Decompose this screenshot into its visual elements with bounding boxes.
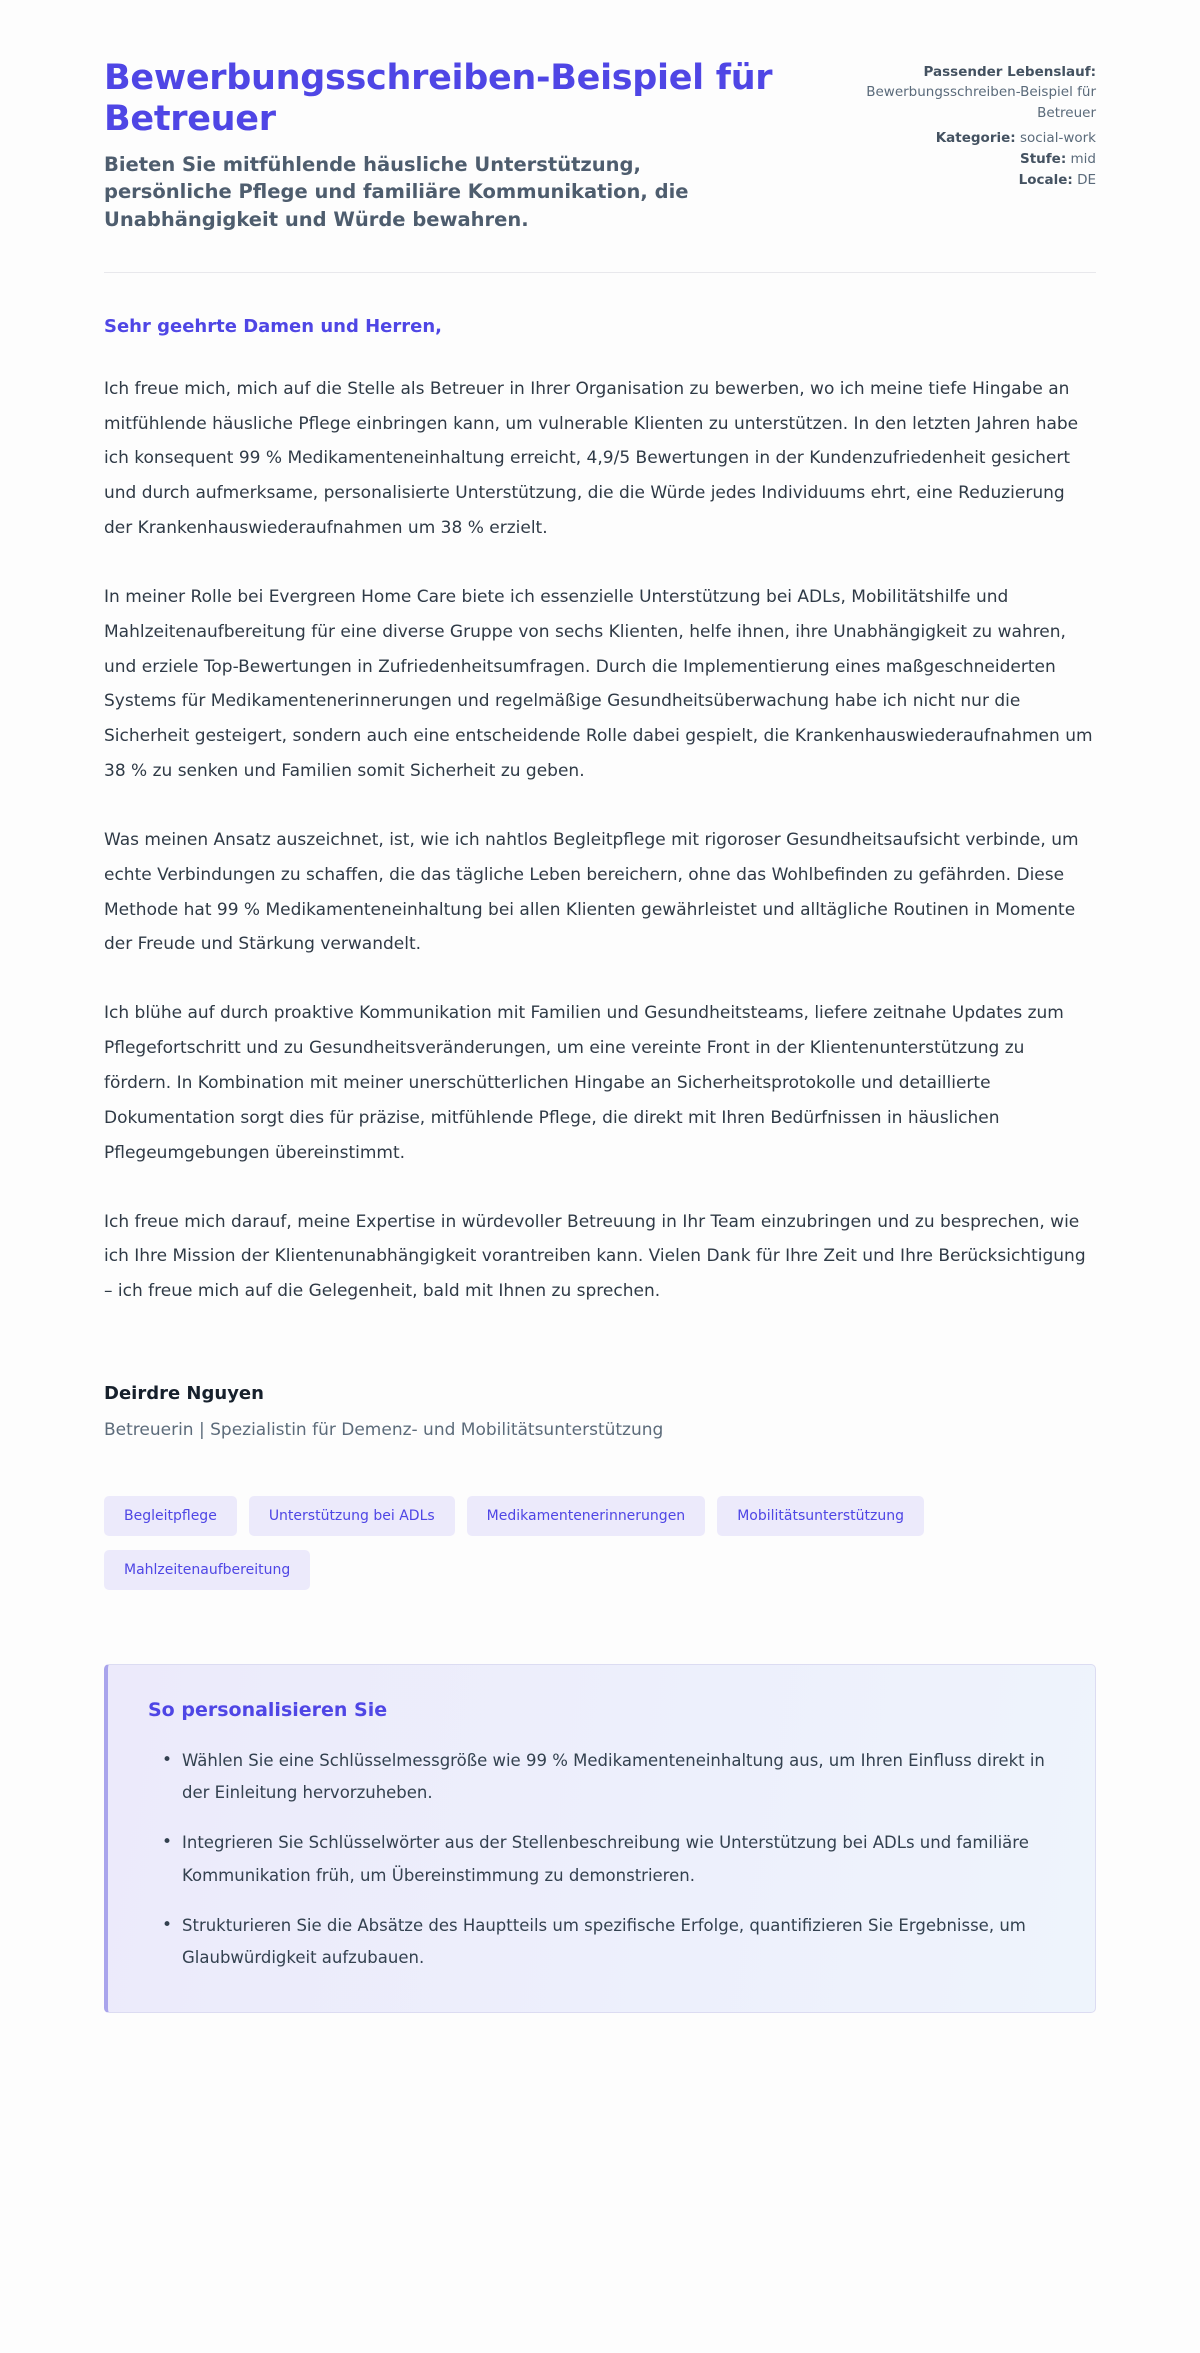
letter-paragraph: In meiner Rolle bei Evergreen Home Care biete ich essenzielle Unterstützung bei ADLs, Mobilitätshilfe und Mahlzeitenaufbereitung für eine diverse Gruppe von sechs Klienten, helfe ihnen, ihre Unabhängigkeit zu wahren, und erziele Top-Bewertungen in Zufriedenheitsumfragen. Durch die Implementierung eines maßgeschneiderten Systems für Medikamentenerinnerungen und regelmäßige Gesundheitsüberwachung habe ich nicht nur die Sicherheit gesteigert, sondern auch eine entscheidende Rolle dabei gespielt, die Krankenhauswiederaufnahmen um 38 % zu senken und Familien somit Sicherheit zu geben. xyxy=(104,586,1093,782)
letter-paragraph: Ich blühe auf durch proaktive Kommunikation mit Familien und Gesundheitsteams, liefere zeitnahe Updates zum Pflegefortschritt und zu Gesundheitsveränderungen, um eine vereinte Front in der Klientenunterstützung zu fördern. In Kombination mit meiner unerschütterlichen Hingabe an Sicherheitsprotokolle und detaillierte Dokumentation sorgt dies für präzise, mitfühlende Pflege, die direkt mit Ihren Bedürfnissen in häuslichen Pflegeumgebungen übereinstimmt. xyxy=(104,1003,1064,1163)
skill-tag[interactable]: Medikamentenerinnerungen xyxy=(467,1496,706,1536)
callout-list-item: • Wählen Sie eine Schlüsselmessgröße wie 99 % Medikamenteneinhaltung aus, um Ihren Einfluss direkt in der Einleitung hervorzuheben. xyxy=(170,1745,1055,1809)
header-metadata xyxy=(856,58,1096,192)
header-left xyxy=(104,58,804,234)
meta-resume-value: Bewerbungsschreiben-Beispiel für Betreuer xyxy=(866,84,1096,121)
personalization-callout xyxy=(104,1664,1096,2013)
letter-salutation: Sehr geehrte Damen und Herren, xyxy=(104,315,443,337)
meta-row-locale xyxy=(856,170,1096,190)
signature-role: Betreuerin | Spezialistin für Demenz- und Mobilitätsunterstützung xyxy=(104,1420,664,1441)
letter-paragraph: Ich freue mich darauf, meine Expertise in würdevoller Betreuung in Ihr Team einzubringen und zu besprechen, wie ich Ihre Mission der Klientenunabhängigkeit vorantreiben kann. Vielen Dank für Ihre Zeit und Ihre Berücksichtigung – ich freue mich auf die Gelegenheit, bald mit Ihnen zu sprechen. xyxy=(104,1211,1086,1302)
meta-resume-label: Passender Lebenslauf: xyxy=(923,64,1096,80)
callout-list-item: • Strukturieren Sie die Absätze des Hauptteils um spezifische Erfolge, quantifizieren Sie Ergebnisse, um Glaubwürdigkeit aufzubauen. xyxy=(170,1910,1055,1974)
skill-tag[interactable]: Mobilitätsunterstützung xyxy=(717,1496,924,1536)
callout-title: So personalisieren Sie xyxy=(148,1699,388,1722)
callout-list-item: • Integrieren Sie Schlüsselwörter aus der Stellenbeschreibung wie Unterstützung bei ADLs und familiäre Kommunikation früh, um Übereinstimmung zu demonstrieren. xyxy=(170,1827,1055,1891)
meta-row-category xyxy=(856,128,1096,148)
skill-tag[interactable]: Unterstützung bei ADLs xyxy=(249,1496,455,1536)
skill-tag[interactable]: Mahlzeitenaufbereitung xyxy=(104,1550,310,1590)
meta-locale-label: Locale: xyxy=(1018,172,1073,189)
document-header xyxy=(104,44,1096,234)
skill-tag[interactable]: Begleitpflege xyxy=(104,1496,237,1536)
signature-block xyxy=(104,1343,1096,1440)
meta-row-level xyxy=(856,149,1096,169)
page-subtitle: Bieten Sie mitfühlende häusliche Unterstützung, persönliche Pflege und familiäre Kommunikation, die Unabhängigkeit und Würde bewahren. xyxy=(104,152,689,231)
meta-category-label: Kategorie: xyxy=(935,129,1016,146)
meta-level-label: Stufe: xyxy=(1020,151,1067,167)
meta-category-value: social-work xyxy=(1019,129,1096,146)
callout-list xyxy=(148,1745,1055,1974)
meta-locale-value: DE xyxy=(1077,172,1096,189)
page-title: Bewerbungsschreiben-Beispiel für Betreuer xyxy=(104,58,773,140)
letter-paragraph: Ich freue mich, mich auf die Stelle als Betreuer in Ihrer Organisation zu bewerben, wo ich meine tiefe Hingabe an mitfühlende häusliche Pflege einbringen kann, um vulnerable Klienten zu unterstützen. In den letzten Jahren habe ich konsequent 99 % Medikamenteneinhaltung erreicht, 4,9/5 Bewertungen in der Kundenzufriedenheit gesichert und durch aufmerksame, personalisierte Unterstützung, die die Würde jedes Individuums ehrt, eine Reduzierung der Krankenhauswiederaufnahmen um 38 % erzielt. xyxy=(104,378,1079,539)
meta-level-value: mid xyxy=(1070,151,1096,167)
letter-body xyxy=(104,273,1096,1309)
meta-row-resume xyxy=(856,62,1096,123)
signature-name: Deirdre Nguyen xyxy=(104,1383,264,1405)
skill-tag-list xyxy=(104,1440,1096,1590)
letter-paragraph: Was meinen Ansatz auszeichnet, ist, wie ich nahtlos Begleitpflege mit rigoroser Gesundheitsaufsicht verbinde, um echte Verbindungen zu schaffen, die das tägliche Leben bereichern, ohne das Wohlbefinden zu gefährden. Diese Methode hat 99 % Medikamenteneinhaltung bei allen Klienten gewährleistet und alltägliche Routinen in Momente der Freude und Stärkung verwandelt. xyxy=(104,829,1079,955)
